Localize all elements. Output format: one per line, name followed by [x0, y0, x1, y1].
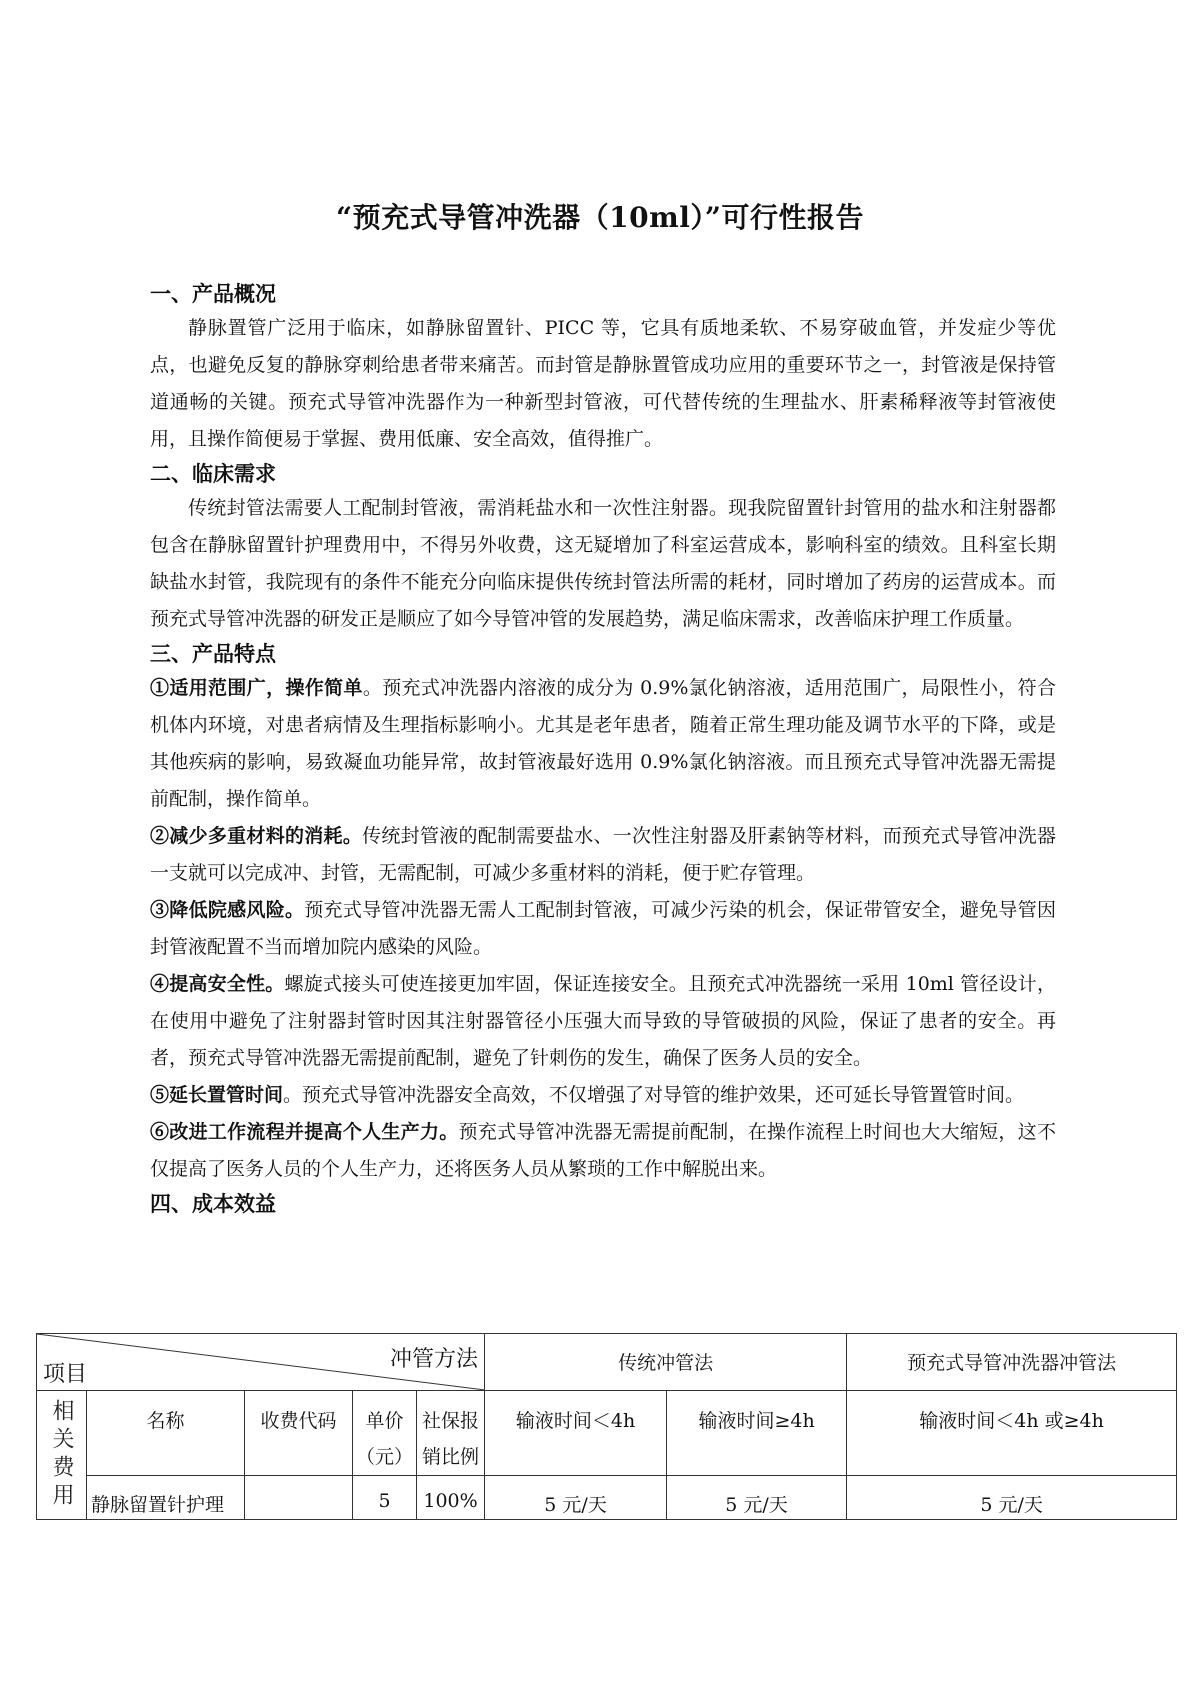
section-heading-overview: 一、产品概况: [150, 281, 276, 306]
cost-table: [36, 1333, 1177, 1520]
row-trad-lt: 5 元/天: [485, 1476, 667, 1520]
row-trad-ge: 5 元/天: [667, 1476, 847, 1520]
feature-text: 传统封管液的配制需要盐水、一次性注射器及肝素钠等材料，而预充式导管冲洗器一支就可以完成冲、封管，无需配制，可减少多重材料的消耗，便于贮存管理。: [150, 825, 1056, 884]
col-price: 单价（元）: [353, 1391, 417, 1476]
col-trad-lt: 输液时间＜4h: [485, 1391, 667, 1476]
col-pre: 输液时间＜4h 或≥4h: [847, 1391, 1177, 1476]
row-price: 5: [353, 1476, 417, 1520]
feature-lead: ④提高安全性。: [150, 973, 285, 995]
section-heading-cost-benefit: 四、成本效益: [150, 1191, 276, 1216]
feature-text: 预充式导管冲洗器无需提前配制，在操作流程上时间也大大缩短，这不仅提高了医务人员的个人生产力，还将医务人员从繁琐的工作中解脱出来。: [150, 1121, 1056, 1180]
table-header-row: [37, 1334, 1177, 1391]
table-row: [37, 1476, 1177, 1520]
row-code: [245, 1476, 353, 1520]
feature-lead: ③降低院感风险。: [150, 899, 305, 921]
header-prefilled: 预充式导管冲洗器冲管法: [847, 1334, 1177, 1391]
cost-table-wrapper: [36, 1333, 1176, 1520]
header-item-label: 项目: [43, 1362, 88, 1387]
row-pre: 5 元/天: [847, 1476, 1177, 1520]
section-heading-clinical-need: 二、临床需求: [150, 461, 276, 486]
feature-text: 螺旋式接头可使连接更加牢固，保证连接安全。且预充式冲洗器统一采用 10ml 管径设计，在使用中避免了注射器封管时因其注射器管径小压强大而导致的导管破损的风险，保证了患者的安全。再者，预充式导管冲洗器无需提前配制，避免了针刺伤的发生，确保了医务人员的安全。: [150, 973, 1056, 1069]
feature-text: 。预充式导管冲洗器安全高效，不仅增强了对导管的维护效果，还可延长导管置管时间。: [283, 1084, 1025, 1106]
side-label-cell: [37, 1391, 87, 1520]
feature-text: 。预充式冲洗器内溶液的成分为 0.9%氯化钠溶液，适用范围广，局限性小，符合机体内环境，对患者病情及生理指标影响小。尤其是老年患者，随着正常生理功能及调节水平的下降，或是其他疾病的影响，易致凝血功能异常，故封管液最好选用 0.9%氯化钠溶液。而且预充式导管冲洗器无需提前配制，操作简单。: [150, 677, 1056, 810]
col-trad-ge: 输液时间≥4h: [667, 1391, 847, 1476]
feature-lead: ⑤延长置管时间: [150, 1084, 284, 1106]
feature-lead: ①适用范围广，操作简单: [150, 677, 363, 699]
feature-item: [150, 966, 1056, 1077]
section-heading-features: 三、产品特点: [150, 641, 276, 666]
feature-item: [150, 1077, 1056, 1114]
diagonal-header-cell: [37, 1334, 485, 1391]
col-ratio: 社保报销比例: [417, 1391, 485, 1476]
feature-item: [150, 892, 1056, 966]
side-label: 相关费用: [49, 1399, 74, 1511]
feature-item: [150, 670, 1056, 818]
feature-lead: ⑥改进工作流程并提高个人生产力。: [150, 1121, 459, 1143]
table-subheader-row: [37, 1391, 1177, 1476]
feature-text: 预充式导管冲洗器无需人工配制封管液，可减少污染的机会，保证带管安全，避免导管因封管液配置不当而增加院内感染的风险。: [150, 899, 1056, 958]
header-method-label: 冲管方法: [390, 1347, 479, 1372]
col-name: 名称: [87, 1391, 245, 1476]
feature-lead: ②减少多重材料的消耗。: [150, 825, 363, 847]
header-traditional: 传统冲管法: [485, 1334, 847, 1391]
section-paragraph-clinical-need: 传统封管法需要人工配制封管液，需消耗盐水和一次性注射器。现我院留置针封管用的盐水和注射器都包含在静脉留置针护理费用中，不得另外收费，这无疑增加了科室运营成本，影响科室的绩效。且科室长期缺盐水封管，我院现有的条件不能充分向临床提供传统封管法所需的耗材，同时增加了药房的运营成本。而预充式导管冲洗器的研发正是顺应了如今导管冲管的发展趋势，满足临床需求，改善临床护理工作质量。: [150, 497, 1056, 630]
feature-item: [150, 1114, 1056, 1188]
col-code: 收费代码: [245, 1391, 353, 1476]
document-title: “预充式导管冲洗器（10ml）”可行性报告: [336, 201, 864, 234]
row-name: 静脉留置针护理: [87, 1476, 245, 1520]
row-ratio: 100%: [417, 1476, 485, 1520]
document-body: [150, 278, 1056, 1220]
section-paragraph-overview: 静脉置管广泛用于临床，如静脉留置针、PICC 等，它具有质地柔软、不易穿破血管，并发症少等优点，也避免反复的静脉穿刺给患者带来痛苦。而封管是静脉置管成功应用的重要环节之一，封管液是保持管道通畅的关键。预充式导管冲洗器作为一种新型封管液，可代替传统的生理盐水、肝素稀释液等封管液使用，且操作简便易于掌握、费用低廉、安全高效，值得推广。: [150, 317, 1056, 450]
feature-item: [150, 818, 1056, 892]
